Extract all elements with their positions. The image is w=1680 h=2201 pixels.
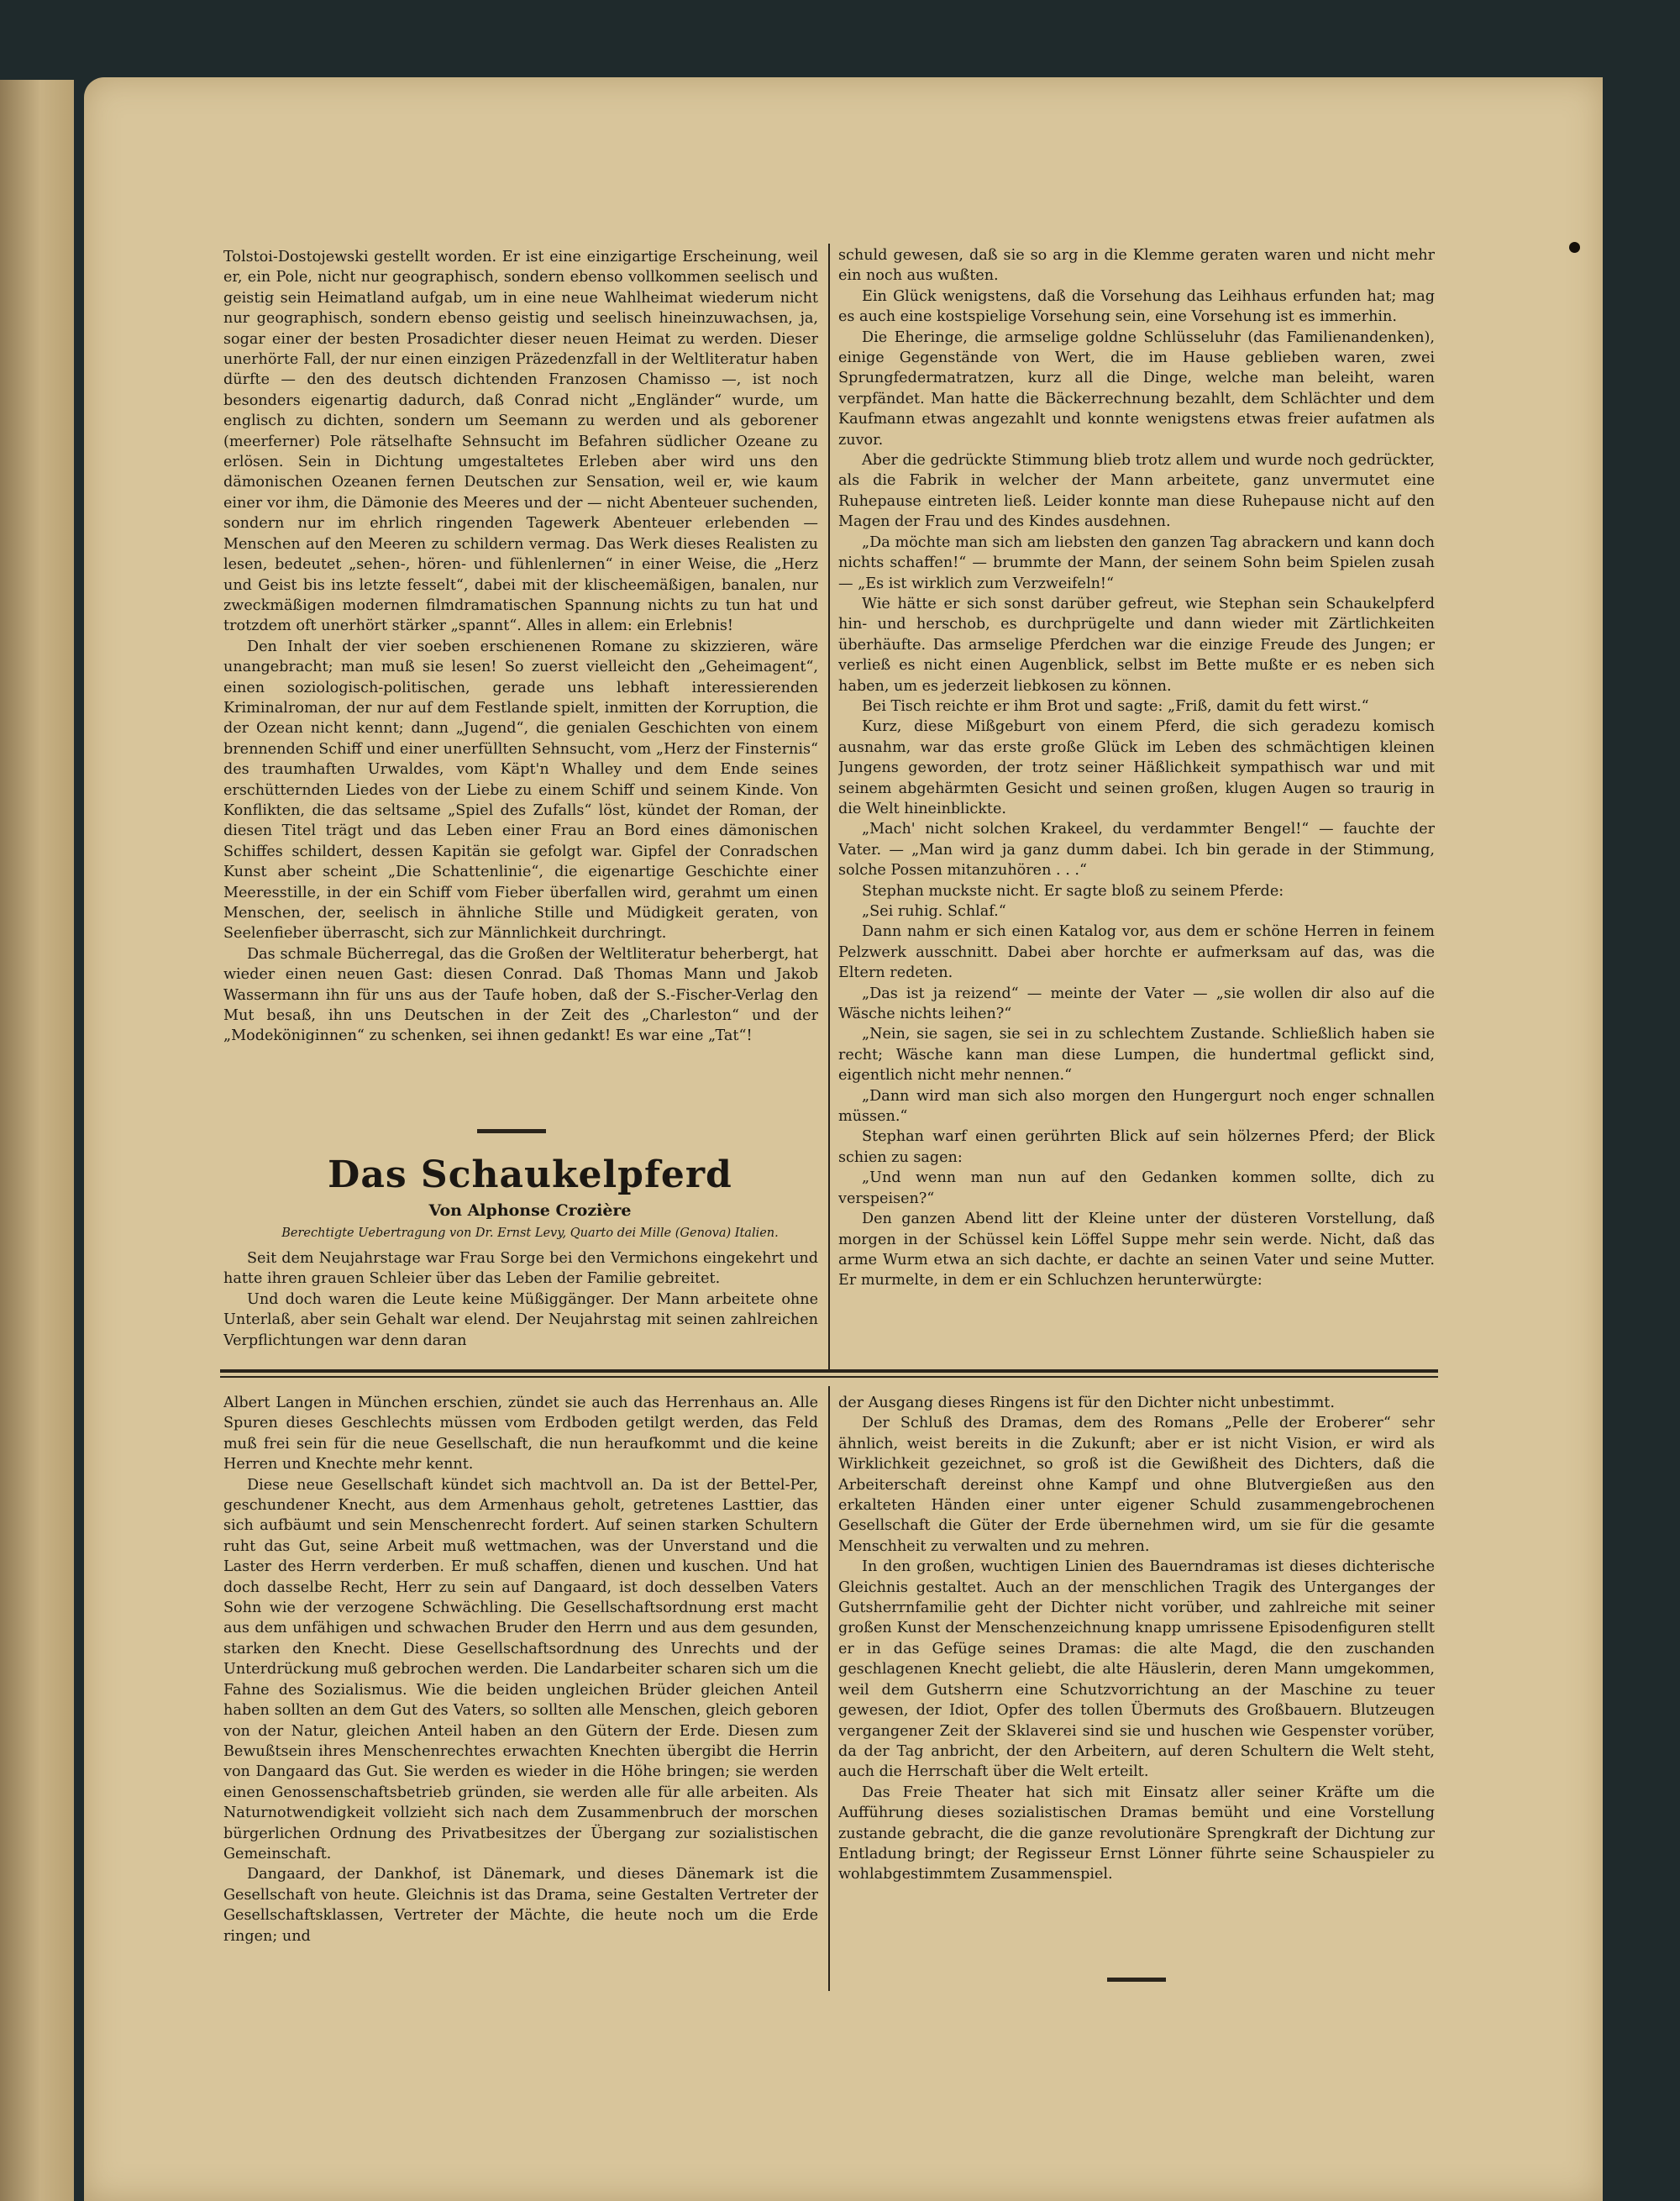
paragraph: Die Eheringe, die armselige goldne Schlüsseluhr (das Familienandenken), einige Gegenstände von Wert, die im Hause geblieben waren, zwei Sprungfedermatratzen, kurz all die Dinge, welche man beleiht, waren verpfändet. Man hatte die Bäckerrechnung bezahlt, dem Schlächter und dem Kaufmann etwas angezahlt und konnte wenigstens etwas freier aufatmen als zuvor. xyxy=(838,328,1435,449)
paragraph: Ein Glück wenigstens, daß die Vorsehung das Leihhaus erfunden hat; mag es auch eine kostspielige Vorsehung sein, eine Vorsehung ist es immerhin. xyxy=(838,287,1435,326)
paragraph: Stephan muckste nicht. Er sagte bloß zu seinem Pferde: xyxy=(862,882,1284,900)
section-separator xyxy=(477,1129,546,1133)
paragraph: „Da möchte man sich am liebsten den ganzen Tag abrackern und kann doch nichts schaffen!“ — brummte der Mann, der seinem Sohn beim Spielen zusah — „Es ist wirklich zum Verzweifeln!“ xyxy=(838,533,1435,592)
story-title: Das Schaukelpferd xyxy=(328,1153,732,1196)
story-rights-note: Berechtigte Uebertragung von Dr. Ernst Levy, Quarto dei Mille (Genova) Italien. xyxy=(281,1227,779,1240)
section-divider-thin xyxy=(220,1376,1438,1378)
end-mark xyxy=(1107,1978,1166,1982)
paragraph: Tolstoi-Dostojewski gestellt worden. Er ist eine einzigartige Erscheinung, weil er, ein Pole, nicht nur geographisch, sondern ebenso vollkommen seelisch und geistig sein Heimatland aufgab, um in eine neue Wahlheimat wiederum nicht nur geographisch, sondern ebenso geistig und seelisch hineinzuwachsen, ja, sogar einer der besten Prosadichter dieser neuen Heimat zu werden. Dieser unerhörte Fall, der nur einen einzigen Präzedenzfall in der Weltliteratur haben dürfte — den des deutsch dichtenden Franzosen Chamisso —, ist noch besonders eigenartig dadurch, daß Conrad nicht „Engländer“ wurde, um englisch zu dichten, sondern um Seemann zu werden und als geborener (meerferner) Pole rätselhafte Sehnsucht im Befahren südlicher Ozeane zu erlösen. Sein in Dichtung umgestaltetes Erleben aber wird uns den dämonischen Ozeanen fernen Deutschen zur Sensation, weil er, wie kaum einer vor ihm, die Dämonie des Meeres und der — nicht Abenteuer suchenden, sondern nur im ehrlich ringenden Tagewerk Abenteuer erlebenden — Menschen auf den Meeren zu schildern vermag. Das Werk dieses Realisten zu lesen, bedeutet „sehen-, hören- und fühlenlernen“ in einer Weise, die „Herz und Geist bis ins letzte fesselt“, dabei mit der klischeemäßigen, banalen, nur zweckmäßigen modernen filmdramatischen Spannung nichts zu tun hat und trotzdem oft unerhört stärker „spannt“. Alles in allem: ein Erlebnis! xyxy=(223,249,818,635)
story-column-right xyxy=(838,245,1435,1369)
paragraph: „Das ist ja reizend“ — meinte der Vater — „sie wollen dir also auf die Wäsche nichts leihen?“ xyxy=(838,985,1435,1023)
paragraph: Dann nahm er sich einen Katalog vor, aus dem er schöne Herren in feinem Pelzwerk ausschnitt. Dabei aber horchte er aufmerksam auf das, was die Eltern redeten. xyxy=(838,923,1435,982)
paragraph: „Mach' nicht solchen Krakeel, du verdammter Bengel!“ — fauchte der Vater. — „Man wird ja ganz dumm dabei. Ich bin gerade in der Stimmung, solche Possen mitanzuhören . . .“ xyxy=(838,821,1435,880)
paragraph: Das schmale Bücherregal, das die Großen der Weltliteratur beherbergt, hat wieder einen neuen Gast: diesen Conrad. Daß Thomas Mann und Jakob Wassermann ihn für uns aus der Taufe hoben, daß der S.-Fischer-Verlag den Mut besaß, ihn uns Deutschen in der Zeit des „Charleston“ und der „Modeköniginnen“ zu schenken, sei ihnen gedankt! Es war eine „Tat“! xyxy=(223,945,818,1045)
paragraph: Seit dem Neujahrstage war Frau Sorge bei den Vermichons eingekehrt und hatte ihren grauen Schleier über das Leben der Familie gebreitet. xyxy=(223,1250,818,1288)
paragraph: Diese neue Gesellschaft kündet sich machtvoll an. Da ist der Bettel-Per, geschundener Knecht, aus dem Armenhaus geholt, getretenes Lasttier, das sich aufbäumt und sein Menschenrecht fordert. Auf seinen starken Schultern ruht das Gut, seine Arbeit muß wettmachen, was der Unverstand und die Laster des Herrn verderben. Er muß schaffen, dienen und kuschen. Und hat doch dasselbe Recht, Herr zu sein auf Dangaard, ist doch desselben Vaters Sohn wie der verzogene Schwächling. Die Gesellschaftsordnung erst macht aus dem unfähigen und schwachen Bruder den Herrn und aus dem gesunden, starken den Knecht. Diese Gesellschaftsordnung des Unrechts und der Unterdrückung muß gebrochen werden. Die Landarbeiter scharen sich um die Fahne des Sozialismus. Wie die beiden ungleichen Brüder gleichen Anteil haben sollten an dem Gut des Vaters, so sollten alle Menschen, gleich geboren von der Natur, gleichen Anteil haben an den Gütern der Erde. Diesen zum Bewußtsein ihres Menschenrechtes erwachten Knechten übergibt die Herrin von Dangaard das Gut. Sie werden es wieder in die Höhe bringen; sie werden einen Genossenschaftsbetrieb gründen, sie werden alle für alle arbeiten. Als Naturnotwendigkeit vollzieht sich nach dem Zusammenbruch der morschen bürgerlichen Ordnung des Privatbesitzes der Übergang zur sozialistischen Gemeinschaft. xyxy=(223,1476,818,1862)
paragraph: der Ausgang dieses Ringens ist für den Dichter nicht unbestimmt. xyxy=(838,1395,1335,1411)
section-divider xyxy=(220,1369,1438,1373)
story-column-left xyxy=(223,1248,818,1369)
paragraph: Albert Langen in München erschien, zündet sie auch das Herrenhaus an. Alle Spuren dieses Geschlechts müssen vom Erdboden getilgt werden, das Feld muß frei sein für die neue Gesellschaft, die nun heraufkommt und die keine Herren und Knechte mehr kennt. xyxy=(223,1395,818,1473)
paragraph: Das Freie Theater hat sich mit Einsatz aller seiner Kräfte um die Aufführung dieses sozialistischen Dramas bemüht und eine Vorstellung zustande gebracht, die die ganze revolutionäre Sprengkraft der Dichtung zur Entladung bringt; der Regisseur Ernst Lönner führte seine Schauspieler zu wohlabgestimmtem Zusammenspiel. xyxy=(838,1783,1435,1883)
article-conrad-review xyxy=(223,247,818,1121)
paragraph: Und doch waren die Leute keine Müßiggänger. Der Mann arbeitete ohne Unterlaß, aber sein Gehalt war elend. Der Neujahrstag mit seinen zahlreichen Verpflichtungen war denn daran xyxy=(223,1290,818,1349)
article-drama-review-right xyxy=(838,1393,1435,1972)
paragraph: schuld gewesen, daß sie so arg in die Klemme geraten waren und nicht mehr ein noch aus wußten. xyxy=(838,247,1435,285)
article-drama-review-left xyxy=(223,1393,818,1991)
previous-page-edge xyxy=(0,80,74,2201)
paragraph: „Und wenn man nun auf den Gedanken kommen sollte, dich zu verspeisen?“ xyxy=(838,1169,1435,1207)
paragraph: „Nein, sie sagen, sie sei in zu schlechtem Zustande. Schließlich haben sie recht; Wäsche kann man diese Lumpen, die hundertmal geflickt sind, eigentlich nicht mehr nennen.“ xyxy=(838,1026,1435,1085)
paragraph: Stephan warf einen gerührten Blick auf sein hölzernes Pferd; der Blick schien zu sagen: xyxy=(838,1128,1435,1166)
paragraph: „Dann wird man sich also morgen den Hungergurt noch enger schnallen müssen.“ xyxy=(838,1087,1435,1126)
paragraph: Bei Tisch reichte er ihm Brot und sagte: „Friß, damit du fett wirst.“ xyxy=(862,697,1369,715)
paragraph: Aber die gedrückte Stimmung blieb trotz allem und wurde noch gedrückter, als die Fabrik in welcher der Mann arbeitete, ganz unvermutet eine Ruhepause eintreten ließ. Leider konnte man diese Ruhepause nicht auf den Magen der Frau und des Kindes ausdehnen. xyxy=(838,452,1435,531)
paragraph: Der Schluß des Dramas, dem des Romans „Pelle der Eroberer“ sehr ähnlich, weist bereits in die Zukunft; aber er ist nicht Vision, er wird als Wirklichkeit gezeichnet, so groß ist die Gewißheit des Dichters, daß die Arbeiterschaft dereinst ohne Kampf und ohne Blutvergießen aus den erkalteten Händen einer unter eigener Schuld zusammengebrochenen Gesellschaft die Güter der Erde übernehmen wird, um sie für die gesamte Menschheit zu verwalten und zu mehren. xyxy=(838,1415,1435,1555)
paragraph: Den Inhalt der vier soeben erschienenen Romane zu skizzieren, wäre unangebracht; man muß sie lesen! So zuerst vielleicht den „Geheimagent“, einen soziologisch-politischen, gerade uns lebhaft interessierenden Kriminalroman, der nur auf dem Festlande spielt, inmitten der Korruption, die der Ozean nicht kennt; dann „Jugend“, die genialen Geschichten von einem brennenden Schiff und einer unerfüllten Sehnsucht, vom „Herz der Finsternis“ des traumhaften Urwaldes, vom Käpt'n Whalley und dem Ende seines erschütternden Liedes von der Liebe zu einem Schiff und seinem Kinde. Von Konflikten, die das seltsame „Spiel des Zufalls“ löst, kündet der Roman, der diesen Titel trägt und das Leben einer Frau an Bord eines dämonischen Schiffes schildert, dessen Kapitän sie gefolgt war. Gipfel der Conradschen Kunst aber scheint „Die Schattenlinie“, die eigenartige Geschichte einer Meeresstille, in der ein Schiff vom Fieber überfallen wird, gerahmt um einen Menschen, der, seelisch in ähnliche Stille und Müdigkeit geraten, von Seelenfieber überrascht, sich zur Männlichkeit durchringt. xyxy=(223,638,818,943)
paragraph: In den großen, wuchtigen Linien des Bauerndramas ist dieses dichterische Gleichnis gestaltet. Auch an der menschlichen Tragik des Unterganges der Gutsherrnfamilie geht der Dichter nicht vorüber, und zahlreiche mit seiner großen Kunst der Menschenzeichnung knapp umrissene Episodenfiguren stellt er in das Gefüge seines Dramas: die alte Magd, die den zuschanden geschlagenen Knecht geliebt, die alte Häuslerin, deren Mann umgekommen, weil dem Gutsherrn eine Schutzvorrichtung an der Maschine zu teuer gewesen, der Idiot, Opfer des tollen Übermuts des Großbauern. Blutzeugen vergangener Zeit der Sklaverei sind sie und huschen wie Gespenster vorüber, da der Tag anbricht, der den Arbeitern, auf deren Schultern die Welt steht, auch die Herrschaft über die Welt erteilt. xyxy=(838,1558,1435,1781)
paragraph: Dangaard, der Dankhof, ist Dänemark, und dieses Dänemark ist die Gesellschaft von heute. Gleichnis ist das Drama, seine Gestalten Vertreter der Gesellschaftsklassen, Vertreter der Mächte, die heute noch um die Erde ringen; und xyxy=(223,1866,818,1945)
column-divider xyxy=(828,1386,830,1991)
story-byline: Von Alphonse Crozière xyxy=(428,1201,632,1220)
paragraph: Kurz, diese Mißgeburt von einem Pferd, die sich geradezu komisch ausnahm, war das erste große Glück im Leben des schmächtigen kleinen Jungens geworden, der trotz seiner Häßlichkeit sympathisch war und mit seinem abgehärmten Gesicht und seinen großen, klugen Augen so traurig in die Welt hineinblickte. xyxy=(838,718,1435,817)
punch-hole xyxy=(1569,242,1580,253)
paragraph: Den ganzen Abend litt der Kleine unter der düsteren Vorstellung, daß morgen in der Schüssel kein Löffel Suppe mehr sein werde. Nicht, daß das arme Wurm etwa an sich dachte, er dachte an seinen Vater und seine Mutter. Er murmelte, in dem er ein Schluchzen herunterwürgte: xyxy=(838,1211,1435,1290)
column-divider xyxy=(828,244,830,1369)
paragraph: „Sei ruhig. Schlaf.“ xyxy=(862,903,1006,920)
paragraph: Wie hätte er sich sonst darüber gefreut, wie Stephan sein Schaukelpferd hin- und herschob, es durchprügelte und dann wieder mit Zärtlichkeiten überhäufte. Das armselige Pferdchen war die einzige Freude des Jungen; er verließ es nicht einen Augenblick, selbst im Bette mußte er es neben sich haben, um es jederzeit liebkosen zu können. xyxy=(838,595,1435,695)
